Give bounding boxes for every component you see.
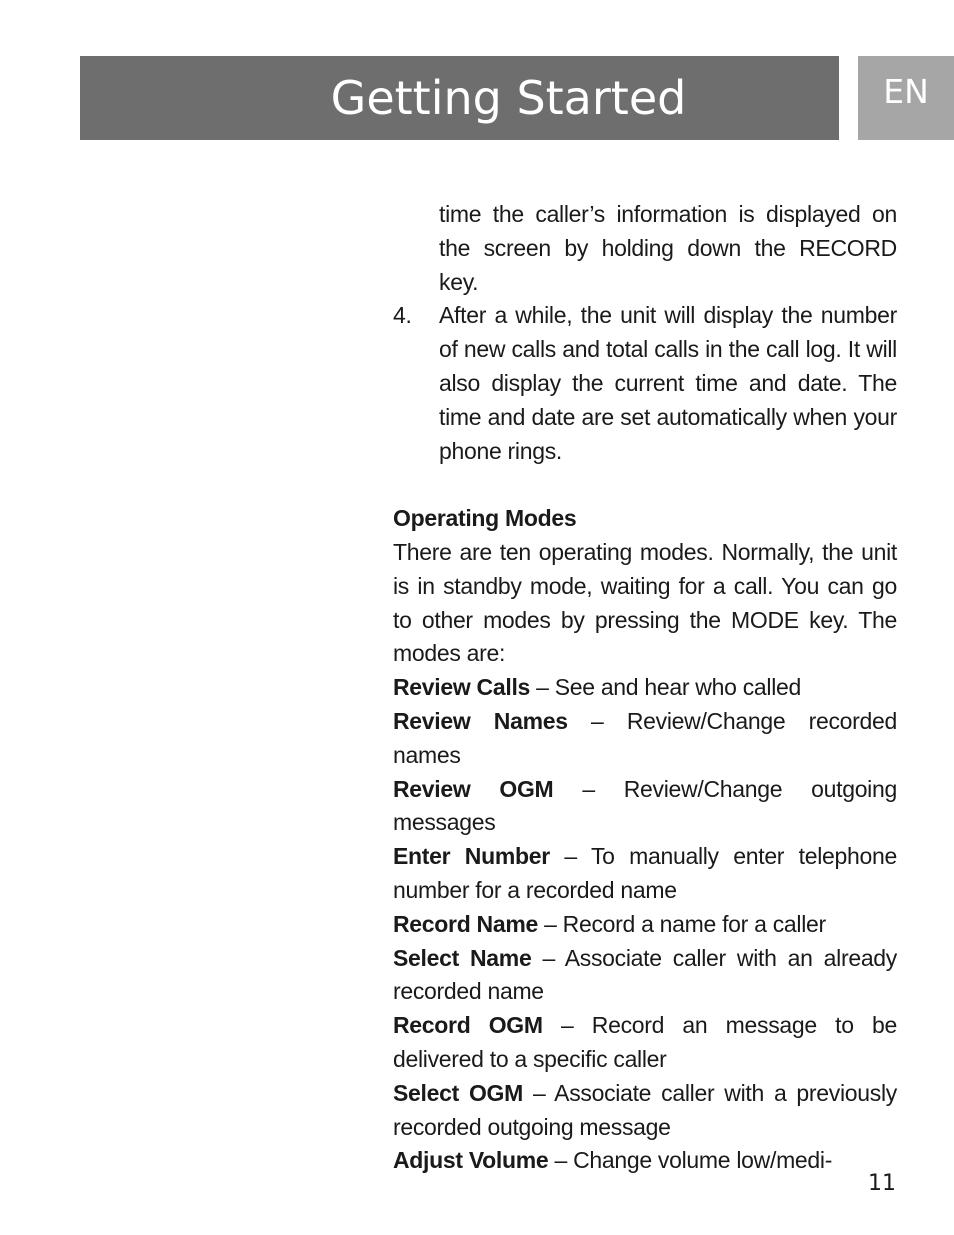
mode-description: – Associate caller with a previously recorded outgoing message bbox=[393, 1079, 897, 1140]
mode-name: Review OGM bbox=[393, 775, 554, 802]
list-item-text: After a while, the unit will display the number of new calls and total calls in the call log. It will also display the current time and date. The time and date are set automatically when your phone rings. bbox=[439, 302, 897, 464]
mode-name: Review Names bbox=[393, 707, 568, 734]
mode-description: – Record an message to be delivered to a specific caller bbox=[393, 1012, 897, 1072]
mode-entry bbox=[393, 908, 897, 942]
mode-entry bbox=[393, 942, 897, 1010]
mode-entry bbox=[393, 1144, 897, 1178]
mode-description: – To manually enter telephone number for a recorded name bbox=[393, 843, 897, 903]
mode-name: Select OGM bbox=[393, 1079, 523, 1106]
mode-entry bbox=[393, 773, 897, 841]
mode-name: Record Name bbox=[393, 910, 538, 937]
mode-description: – Review/Change outgoing messages bbox=[393, 775, 897, 836]
mode-name: Record OGM bbox=[393, 1012, 543, 1039]
mode-description: – Change volume low/medi- bbox=[548, 1147, 833, 1174]
mode-entry bbox=[393, 1077, 897, 1145]
mode-entry bbox=[393, 671, 897, 705]
mode-name: Select Name bbox=[393, 944, 532, 971]
list-item-4 bbox=[393, 299, 897, 468]
page-title: Getting Started bbox=[330, 71, 687, 125]
mode-name: Review Calls bbox=[393, 674, 531, 701]
spacer bbox=[393, 468, 897, 502]
continuation-paragraph: time the caller’s information is displayed on the screen by holding down the RECORD key. bbox=[439, 201, 897, 295]
mode-description: – See and hear who called bbox=[530, 674, 801, 701]
mode-entry bbox=[393, 705, 897, 773]
page-number: 11 bbox=[868, 1171, 896, 1196]
mode-entry bbox=[393, 840, 897, 908]
mode-description: – Review/Change recorded names bbox=[393, 707, 897, 768]
mode-description: – Associate caller with an already recorded name bbox=[393, 944, 897, 1005]
section-heading: Operating Modes bbox=[393, 505, 577, 532]
mode-name: Enter Number bbox=[393, 843, 550, 870]
mode-name: Adjust Volume bbox=[393, 1147, 549, 1174]
main-content bbox=[393, 198, 897, 1178]
language-label: EN bbox=[883, 72, 929, 111]
mode-entry bbox=[393, 1009, 897, 1077]
intro-paragraph: There are ten operating modes. Normally, the unit is in standby mode, waiting for a call. You can go to other modes by pressing the MODE key. The modes are: bbox=[393, 538, 897, 667]
list-item-number: 4. bbox=[393, 302, 412, 329]
mode-description: – Record a name for a caller bbox=[537, 910, 826, 937]
